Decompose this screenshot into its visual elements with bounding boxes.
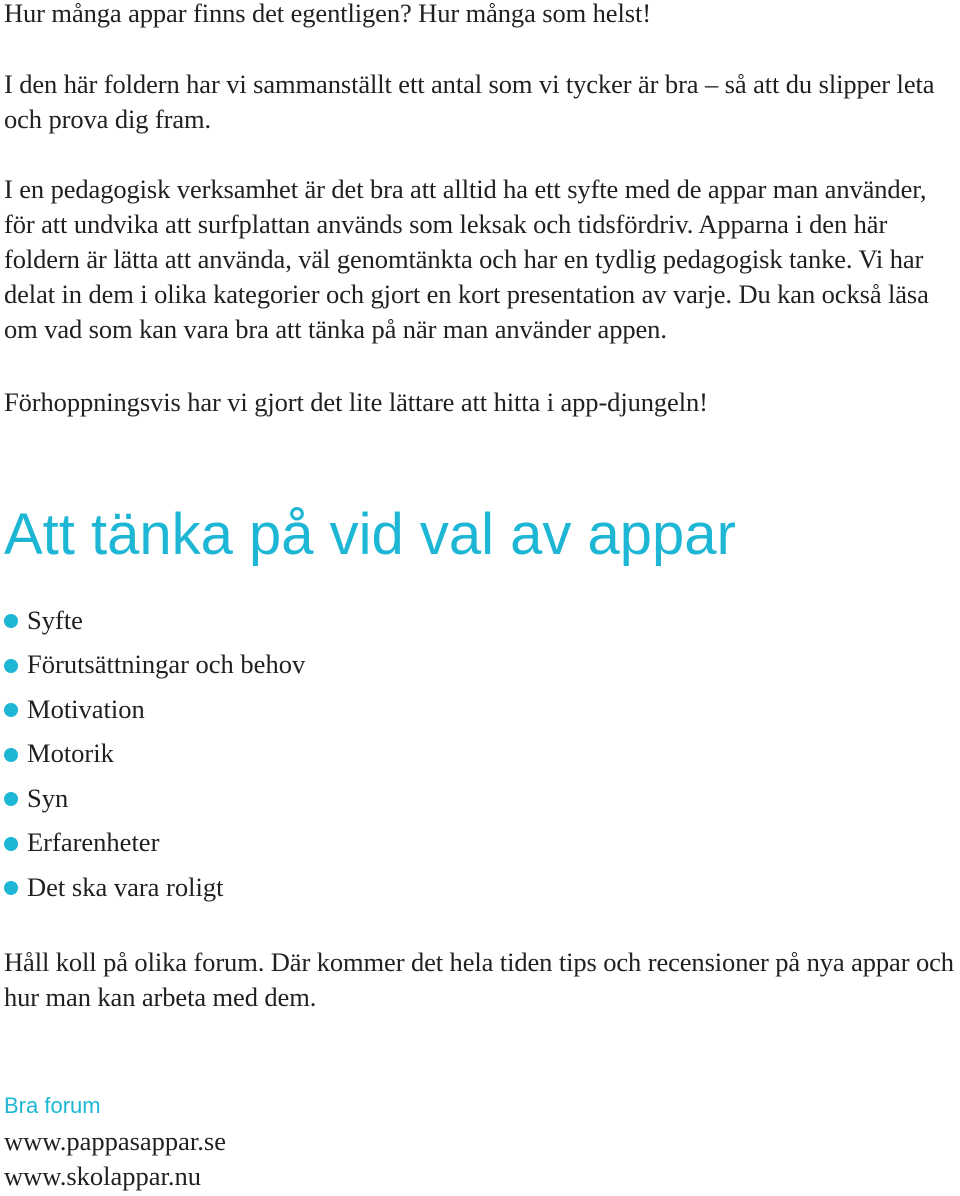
forum-link-list — [4, 1124, 226, 1194]
list-item-label: Det ska vara roligt — [27, 871, 224, 902]
intro-paragraph-4: Förhoppningsvis har vi gjort det lite lättare att hitta i app-djungeln! — [4, 387, 708, 417]
forum-link-pappasappar[interactable]: www.pappasappar.se — [4, 1126, 226, 1156]
bullet-dot-icon — [4, 792, 18, 806]
bullet-dot-icon — [4, 881, 18, 895]
intro-paragraph-1: Hur många appar finns det egentligen? Hur många som helst! — [4, 0, 651, 28]
list-item-label: Motorik — [27, 738, 114, 769]
list-item — [4, 732, 305, 777]
forum-paragraph: Håll koll på olika forum. Där kommer det hela tiden tips och recensioner på nya appar och hur man kan arbeta med dem. — [4, 947, 954, 1012]
list-item — [4, 776, 305, 821]
list-item-label: Erfarenheter — [27, 827, 160, 858]
bullet-dot-icon — [4, 614, 18, 628]
list-item — [4, 687, 305, 732]
list-item — [4, 643, 305, 688]
list-item-label: Förutsättningar och behov — [27, 649, 306, 680]
list-item — [4, 1124, 226, 1159]
bullet-dot-icon — [4, 837, 18, 851]
bullet-dot-icon — [4, 703, 18, 717]
list-item-label: Motivation — [27, 693, 145, 724]
forum-heading: Bra forum — [4, 1093, 101, 1118]
list-item — [4, 865, 305, 910]
list-item — [4, 1159, 226, 1194]
list-item-label: Syn — [27, 782, 69, 813]
list-item — [4, 821, 305, 866]
bullet-dot-icon — [4, 748, 18, 762]
section-heading: Att tänka på vid val av appar — [4, 502, 736, 567]
forum-link-skolappar[interactable]: www.skolappar.nu — [4, 1161, 202, 1191]
list-item-label: Syfte — [27, 604, 83, 635]
intro-paragraph-2: I den här foldern har vi sammanställt ett antal som vi tycker är bra – så att du slipper leta och prova dig fram. — [4, 69, 935, 134]
intro-paragraph-3: I en pedagogisk verksamhet är det bra att alltid ha ett syfte med de appar man använder, för att undvika att surfplattan används som leksak och tidsfördriv. Apparna i den här foldern är lätta att använda, väl genomtänkta och har en tydlig pedagogisk tanke. Vi har delat in dem i olika kategorier och gjort en kort presentation av varje. Du kan också läsa om vad som kan vara bra att tänka på när man använder appen. — [4, 174, 929, 344]
tips-list — [4, 598, 305, 910]
bullet-dot-icon — [4, 659, 18, 673]
list-item — [4, 598, 305, 643]
